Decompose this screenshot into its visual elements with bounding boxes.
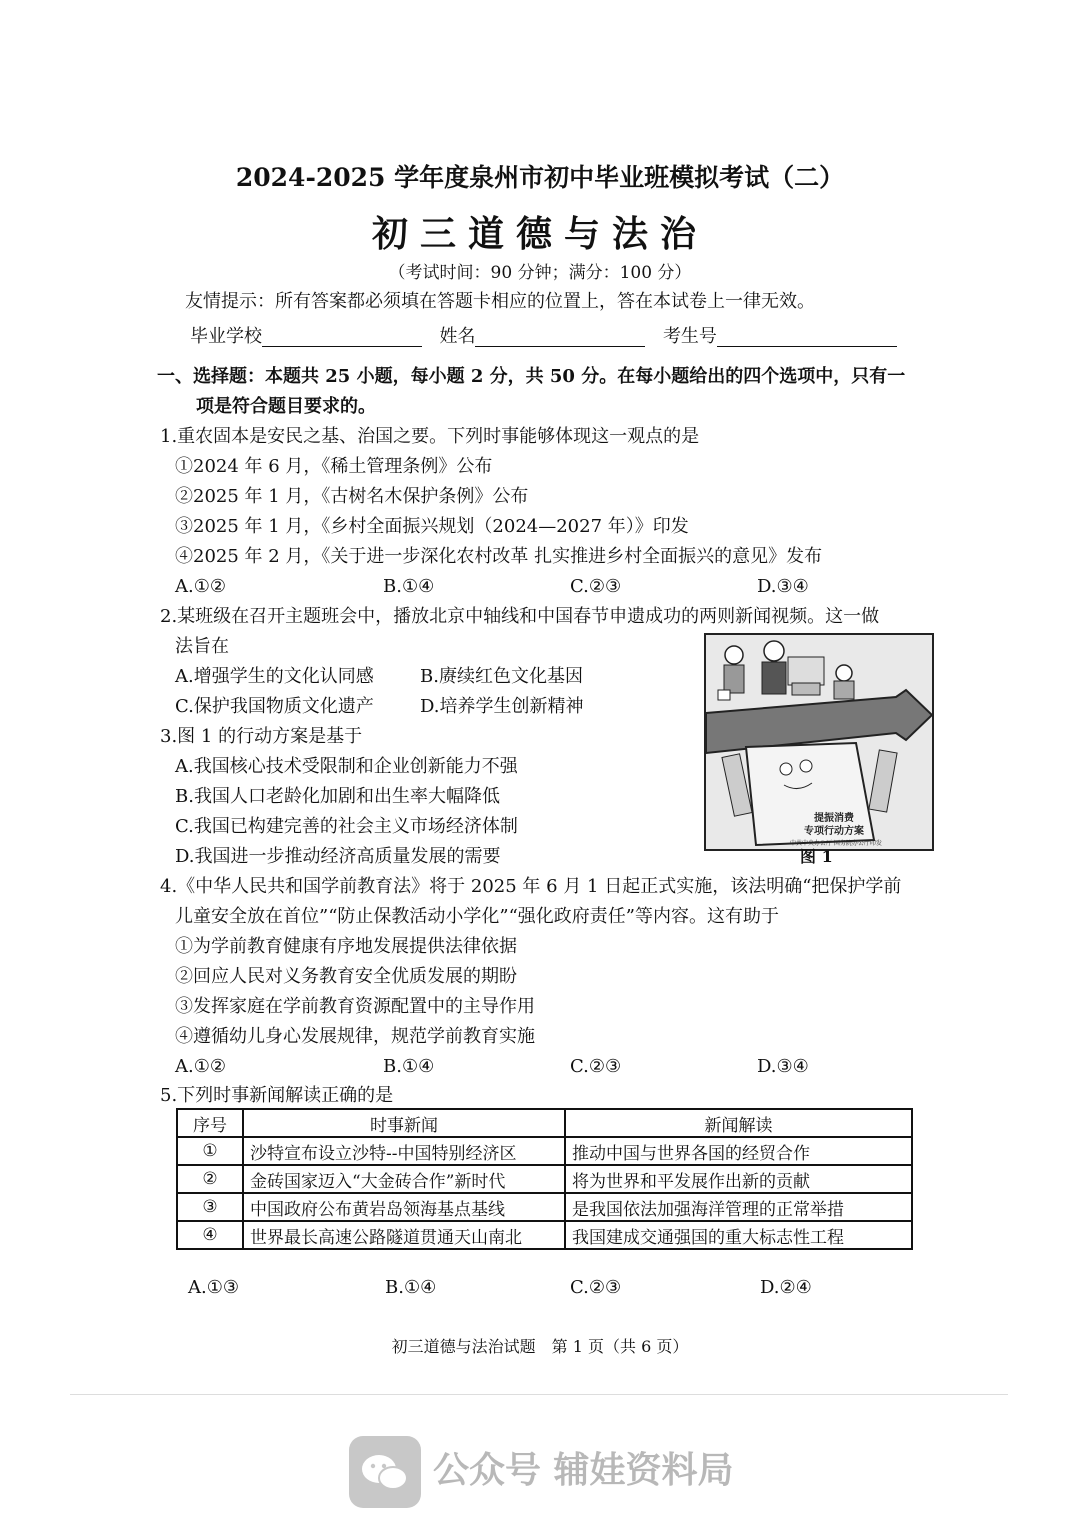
wechat-icon — [349, 1436, 421, 1508]
table-row — [177, 1193, 912, 1221]
figure-caption: 图 1 — [800, 847, 833, 866]
row-index: ① — [177, 1137, 243, 1165]
table-header-row — [177, 1109, 912, 1137]
q2-option-d[interactable]: D.培养学生创新精神 — [420, 696, 584, 717]
q4-option-c[interactable]: C.②③ — [570, 1056, 622, 1077]
q5-option-c[interactable]: C.②③ — [570, 1277, 622, 1298]
q3-option-d[interactable]: D.我国进一步推动经济高质量发展的需要 — [175, 846, 501, 867]
section1-heading-line1: 一、选择题：本题共 25 小题，每小题 2 分，共 50 分。在每小题给出的四个选项中，只有一 — [157, 366, 906, 387]
q5-stem: 5.下列时事新闻解读正确的是 — [160, 1085, 394, 1106]
row-interpretation: 我国建成交通强国的重大标志性工程 — [565, 1221, 912, 1249]
table-row — [177, 1221, 912, 1249]
header-index: 序号 — [177, 1109, 243, 1137]
row-news: 金砖国家迈入“大金砖合作”新时代 — [243, 1165, 565, 1193]
q1-item: ④2025 年 2 月，《关于进一步深化农村改革 扎实推进乡村全面振兴的意见》发布 — [175, 546, 823, 567]
figure-doc-title-2: 专项行动方案 — [804, 826, 864, 837]
friendly-tip: 友情提示：所有答案都必须填在答题卡相应的位置上，答在本试卷上一律无效。 — [185, 291, 815, 312]
q5-option-a[interactable]: A.①③ — [188, 1277, 239, 1298]
q2-stem-line1: 2.某班级在召开主题班会中，播放北京中轴线和中国春节申遗成功的两则新闻视频。这一做 — [160, 606, 880, 627]
row-interpretation: 是我国依法加强海洋管理的正常举措 — [565, 1193, 912, 1221]
q4-item: ③发挥家庭在学前教育资源配置中的主导作用 — [175, 996, 535, 1017]
row-news: 世界最长高速公路隧道贯通天山南北 — [243, 1221, 565, 1249]
figure-1-cartoon — [704, 633, 934, 851]
q4-item: ②回应人民对义务教育安全优质发展的期盼 — [175, 966, 517, 987]
table-row — [177, 1165, 912, 1193]
news-table — [176, 1108, 913, 1250]
row-news: 中国政府公布黄岩岛领海基点基线 — [243, 1193, 565, 1221]
table-row — [177, 1137, 912, 1165]
q1-item: ①2024 年 6 月，《稀土管理条例》公布 — [175, 456, 493, 477]
q3-stem: 3.图 1 的行动方案是基于 — [160, 726, 363, 747]
q1-option-b[interactable]: B.①④ — [383, 576, 435, 597]
q1-option-c[interactable]: C.②③ — [570, 576, 622, 597]
q1-option-d[interactable]: D.③④ — [757, 576, 809, 597]
q3-option-c[interactable]: C.我国已构建完善的社会主义市场经济体制 — [175, 816, 518, 837]
row-index: ④ — [177, 1221, 243, 1249]
watermark-text: 公众号 辅娃资料局 — [433, 1450, 734, 1491]
figure-doc-issuer: 中共中央办公厅 国务院办公厅印发 — [790, 840, 882, 847]
exam-title: 2024-2025 学年度泉州市初中毕业班模拟考试（二） — [235, 163, 845, 192]
figure-doc-title-1: 提振消费 — [814, 813, 854, 824]
q4-option-a[interactable]: A.①② — [175, 1056, 226, 1077]
divider — [70, 1394, 1008, 1395]
row-interpretation: 将为世界和平发展作出新的贡献 — [565, 1165, 912, 1193]
q2-option-b[interactable]: B.赓续红色文化基因 — [420, 666, 583, 687]
candidate-info-row — [190, 327, 897, 347]
school-label: 毕业学校 — [190, 326, 262, 347]
row-news: 沙特宣布设立沙特--中国特别经济区 — [243, 1137, 565, 1165]
q1-stem: 1.重农固本是安民之基、治国之要。下列时事能够体现这一观点的是 — [160, 426, 700, 447]
q4-item: ①为学前教育健康有序地发展提供法律依据 — [175, 936, 517, 957]
row-interpretation: 推动中国与世界各国的经贸合作 — [565, 1137, 912, 1165]
q2-option-c[interactable]: C.保护我国物质文化遗产 — [175, 696, 374, 717]
q3-option-b[interactable]: B.我国人口老龄化加剧和出生率大幅降低 — [175, 786, 500, 807]
q5-option-d[interactable]: D.②④ — [760, 1277, 812, 1298]
q1-option-a[interactable]: A.①② — [175, 576, 226, 597]
cartoon-drawing — [706, 635, 932, 849]
q3-option-a[interactable]: A.我国核心技术受限制和企业创新能力不强 — [175, 756, 518, 777]
q4-option-d[interactable]: D.③④ — [757, 1056, 809, 1077]
page-footer: 初三道德与法治试题 第 1 页（共 6 页） — [391, 1337, 689, 1356]
q1-item: ③2025 年 1 月，《乡村全面振兴规划（2024—2027 年）》印发 — [175, 516, 689, 537]
q2-option-a[interactable]: A.增强学生的文化认同感 — [175, 666, 374, 687]
id-label: 考生号 — [662, 326, 717, 347]
q2-stem-line2: 法旨在 — [175, 636, 229, 657]
q5-option-b[interactable]: B.①④ — [385, 1277, 437, 1298]
q4-stem-line1: 4.《中华人民共和国学前教育法》将于 2025 年 6 月 1 日起正式实施，该法明确“把保护学前 — [160, 876, 902, 897]
row-index: ② — [177, 1165, 243, 1193]
exam-info: （考试时间：90 分钟；满分：100 分） — [388, 263, 692, 283]
row-index: ③ — [177, 1193, 243, 1221]
subject-title: 初三道德与法治 — [371, 213, 708, 255]
header-interpretation: 新闻解读 — [565, 1109, 912, 1137]
q4-item: ④遵循幼儿身心发展规律，规范学前教育实施 — [175, 1026, 535, 1047]
q1-item: ②2025 年 1 月，《古树名木保护条例》公布 — [175, 486, 529, 507]
section1-heading-line2: 项是符合题目要求的。 — [196, 396, 376, 417]
name-label: 姓名 — [439, 326, 476, 347]
header-news: 时事新闻 — [243, 1109, 565, 1137]
id-blank[interactable] — [717, 328, 897, 347]
name-blank[interactable] — [475, 328, 645, 347]
school-blank[interactable] — [262, 328, 422, 347]
q4-stem-line2: 儿童安全放在首位”“防止保教活动小学化”“强化政府责任”等内容。这有助于 — [175, 906, 780, 927]
q4-option-b[interactable]: B.①④ — [383, 1056, 435, 1077]
